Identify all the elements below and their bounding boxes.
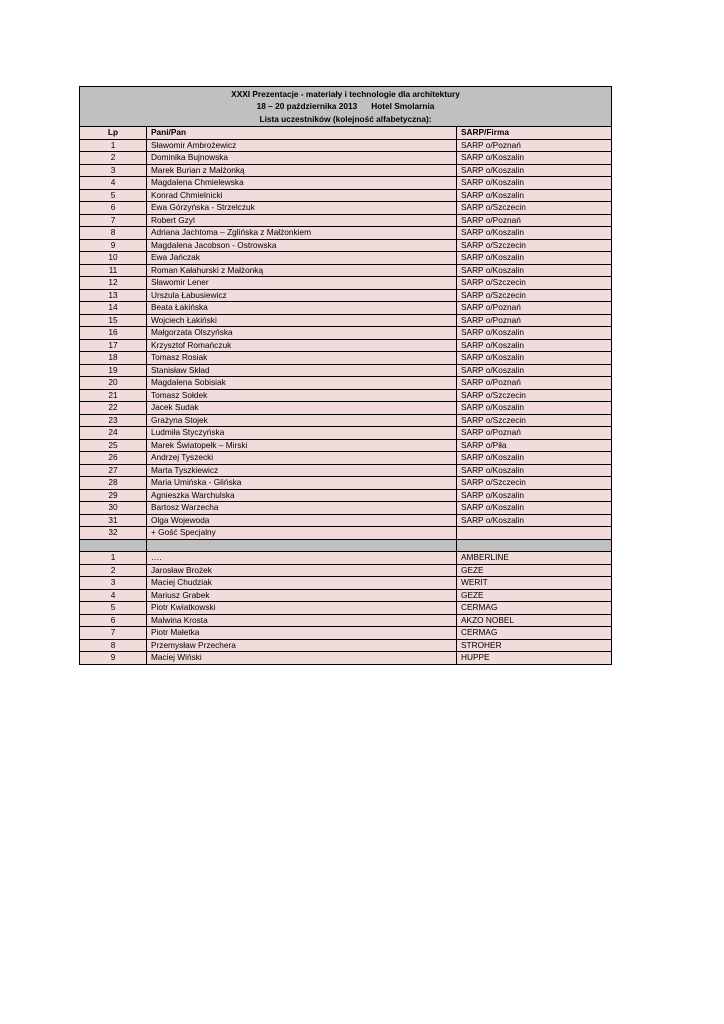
- organization-cell: AKZO NOBEL: [457, 614, 612, 627]
- organization-cell: SARP o/Koszalin: [457, 464, 612, 477]
- company-guest-row: [80, 577, 612, 590]
- person-name-cell: Konrad Chmielnicki: [147, 189, 457, 202]
- participant-row: [80, 489, 612, 502]
- person-name-cell: Urszula Łabusiewicz: [147, 289, 457, 302]
- row-number-cell: 30: [80, 502, 147, 515]
- row-number-cell: 3: [80, 577, 147, 590]
- row-number-cell: 5: [80, 189, 147, 202]
- person-name-cell: Magdalena Jacobson - Ostrowska: [147, 239, 457, 252]
- row-number-cell: 6: [80, 614, 147, 627]
- organization-cell: SARP o/Koszalin: [457, 164, 612, 177]
- person-name-cell: Ewa Jańczak: [147, 252, 457, 265]
- company-guest-row: [80, 614, 612, 627]
- row-number-cell: 16: [80, 327, 147, 340]
- person-name-cell: Agnieszka Warchulska: [147, 489, 457, 502]
- row-number-cell: 27: [80, 464, 147, 477]
- row-number-cell: 15: [80, 314, 147, 327]
- column-header-row: [80, 127, 612, 140]
- person-name-cell: Jacek Sudak: [147, 402, 457, 415]
- row-number-cell: 1: [80, 139, 147, 152]
- person-name-cell: Piotr Kwiatkowski: [147, 602, 457, 615]
- person-name-cell: Sławomir Lener: [147, 277, 457, 290]
- organization-cell: SARP o/Koszalin: [457, 252, 612, 265]
- person-name-cell: Roman Kałahurski z Małżonką: [147, 264, 457, 277]
- participant-row: [80, 402, 612, 415]
- person-name-cell: Jarosław Brożek: [147, 564, 457, 577]
- company-guest-row: [80, 589, 612, 602]
- participant-row: [80, 239, 612, 252]
- participant-row: [80, 327, 612, 340]
- list-subtitle: Lista uczestników (kolejność alfabetyczna):: [259, 113, 432, 124]
- row-number-cell: 11: [80, 264, 147, 277]
- row-number-cell: 7: [80, 214, 147, 227]
- person-name-cell: Tomasz Sołdek: [147, 389, 457, 402]
- title-block: [80, 87, 612, 127]
- person-name-cell: Magdalena Sobisiak: [147, 377, 457, 390]
- organization-cell: GEZE: [457, 564, 612, 577]
- participant-row: [80, 339, 612, 352]
- row-number-cell: 18: [80, 352, 147, 365]
- person-name-cell: Robert Gzyl: [147, 214, 457, 227]
- row-number-cell: 17: [80, 339, 147, 352]
- company-guest-row: [80, 652, 612, 665]
- organization-cell: SARP o/Szczecin: [457, 414, 612, 427]
- participant-row: [80, 502, 612, 515]
- separator-cell: [457, 539, 612, 552]
- organization-cell: SARP o/Szczecin: [457, 239, 612, 252]
- organization-cell: SARP o/Piła: [457, 439, 612, 452]
- participant-row: [80, 389, 612, 402]
- title-row: [80, 87, 612, 127]
- organization-cell: SARP o/Szczecin: [457, 277, 612, 290]
- participant-row: [80, 352, 612, 365]
- organization-cell: AMBERLINE: [457, 552, 612, 565]
- person-name-cell: ….: [147, 552, 457, 565]
- row-number-cell: 12: [80, 277, 147, 290]
- participant-row: [80, 527, 612, 540]
- column-header-lp: Lp: [80, 127, 147, 140]
- organization-cell: SARP o/Poznań: [457, 427, 612, 440]
- organization-cell: HUPPE: [457, 652, 612, 665]
- person-name-cell: Sławomir Ambrożewicz: [147, 139, 457, 152]
- organization-cell: GEZE: [457, 589, 612, 602]
- organization-cell: SARP o/Koszalin: [457, 189, 612, 202]
- participant-row: [80, 302, 612, 315]
- participant-row: [80, 277, 612, 290]
- company-guest-row: [80, 639, 612, 652]
- row-number-cell: 13: [80, 289, 147, 302]
- organization-cell: SARP o/Poznań: [457, 377, 612, 390]
- person-name-cell: Olga Wojewoda: [147, 514, 457, 527]
- person-name-cell: Tomasz Rosiak: [147, 352, 457, 365]
- person-name-cell: Marek Burian z Małżonką: [147, 164, 457, 177]
- organization-cell: SARP o/Koszalin: [457, 327, 612, 340]
- person-name-cell: Magdalena Chmielewska: [147, 177, 457, 190]
- row-number-cell: 28: [80, 477, 147, 490]
- participant-row: [80, 377, 612, 390]
- event-dates: 18 – 20 października 2013: [256, 101, 358, 112]
- organization-cell: SARP o/Koszalin: [457, 339, 612, 352]
- organization-cell: SARP o/Koszalin: [457, 452, 612, 465]
- participant-row: [80, 414, 612, 427]
- person-name-cell: Stanisław Skład: [147, 364, 457, 377]
- row-number-cell: 5: [80, 602, 147, 615]
- organization-cell: SARP o/Poznań: [457, 139, 612, 152]
- participant-row: [80, 264, 612, 277]
- row-number-cell: 2: [80, 152, 147, 165]
- person-name-cell: Beata Łakińska: [147, 302, 457, 315]
- person-name-cell: Maciej Wiński: [147, 652, 457, 665]
- row-number-cell: 3: [80, 164, 147, 177]
- row-number-cell: 14: [80, 302, 147, 315]
- participant-row: [80, 139, 612, 152]
- organization-cell: SARP o/Koszalin: [457, 352, 612, 365]
- person-name-cell: Przemysław Przechera: [147, 639, 457, 652]
- organization-cell: SARP o/Koszalin: [457, 489, 612, 502]
- row-number-cell: 31: [80, 514, 147, 527]
- row-number-cell: 29: [80, 489, 147, 502]
- person-name-cell: Dominika Bujnowska: [147, 152, 457, 165]
- row-number-cell: 19: [80, 364, 147, 377]
- row-number-cell: 25: [80, 439, 147, 452]
- person-name-cell: Bartosz Warzecha: [147, 502, 457, 515]
- person-name-cell: Marta Tyszkiewicz: [147, 464, 457, 477]
- row-number-cell: 10: [80, 252, 147, 265]
- row-number-cell: 7: [80, 627, 147, 640]
- event-dates-line: [80, 100, 611, 112]
- participant-row: [80, 477, 612, 490]
- company-guest-row: [80, 602, 612, 615]
- participants-table: [79, 86, 612, 665]
- organization-cell: CERMAG: [457, 602, 612, 615]
- participant-row: [80, 227, 612, 240]
- organization-cell: SARP o/Koszalin: [457, 227, 612, 240]
- participant-row: [80, 364, 612, 377]
- participant-row: [80, 177, 612, 190]
- organization-cell: SARP o/Poznań: [457, 214, 612, 227]
- person-name-cell: + Gość Specjalny: [147, 527, 457, 540]
- participant-row: [80, 452, 612, 465]
- participant-row: [80, 189, 612, 202]
- row-number-cell: 20: [80, 377, 147, 390]
- participant-row: [80, 439, 612, 452]
- event-venue: Hotel Smolarnia: [371, 101, 435, 112]
- person-name-cell: Adriana Jachtoma – Zglińska z Małżonkiem: [147, 227, 457, 240]
- organization-cell: SARP o/Koszalin: [457, 152, 612, 165]
- section-separator-row: [80, 539, 612, 552]
- participant-row: [80, 152, 612, 165]
- person-name-cell: Wojciech Łakiński: [147, 314, 457, 327]
- row-number-cell: 1: [80, 552, 147, 565]
- person-name-cell: Małgorzata Olszyńska: [147, 327, 457, 340]
- organization-cell: SARP o/Koszalin: [457, 177, 612, 190]
- person-name-cell: Piotr Małetka: [147, 627, 457, 640]
- organization-cell: CERMAG: [457, 627, 612, 640]
- organization-cell: SARP o/Szczecin: [457, 477, 612, 490]
- row-number-cell: 6: [80, 202, 147, 215]
- person-name-cell: Andrzej Tyszecki: [147, 452, 457, 465]
- company-guest-row: [80, 564, 612, 577]
- company-guest-row: [80, 627, 612, 640]
- participant-row: [80, 289, 612, 302]
- participant-row: [80, 314, 612, 327]
- row-number-cell: 9: [80, 652, 147, 665]
- organization-cell: SARP o/Koszalin: [457, 514, 612, 527]
- participant-row: [80, 464, 612, 477]
- organization-cell: SARP o/Koszalin: [457, 264, 612, 277]
- row-number-cell: 22: [80, 402, 147, 415]
- company-guest-row: [80, 552, 612, 565]
- row-number-cell: 2: [80, 564, 147, 577]
- person-name-cell: Ewa Górzyńska - Strzelczuk: [147, 202, 457, 215]
- participant-row: [80, 214, 612, 227]
- separator-cell: [147, 539, 457, 552]
- row-number-cell: 26: [80, 452, 147, 465]
- organization-cell: SARP o/Koszalin: [457, 502, 612, 515]
- row-number-cell: 4: [80, 177, 147, 190]
- person-name-cell: Maria Umińska - Glińska: [147, 477, 457, 490]
- organization-cell: SARP o/Poznań: [457, 302, 612, 315]
- person-name-cell: Mariusz Grabek: [147, 589, 457, 602]
- organization-cell: SARP o/Szczecin: [457, 389, 612, 402]
- organization-cell: SARP o/Szczecin: [457, 289, 612, 302]
- row-number-cell: 23: [80, 414, 147, 427]
- person-name-cell: Marek Światopełk – Mirski: [147, 439, 457, 452]
- participant-row: [80, 252, 612, 265]
- person-name-cell: Maciej Chudziak: [147, 577, 457, 590]
- row-number-cell: 4: [80, 589, 147, 602]
- participant-row: [80, 202, 612, 215]
- organization-cell: [457, 527, 612, 540]
- column-header-name: Pani/Pan: [147, 127, 457, 140]
- row-number-cell: 9: [80, 239, 147, 252]
- participant-row: [80, 427, 612, 440]
- organization-cell: SARP o/Koszalin: [457, 364, 612, 377]
- person-name-cell: Grażyna Stojek: [147, 414, 457, 427]
- person-name-cell: Ludmiła Styczyńska: [147, 427, 457, 440]
- person-name-cell: Krzysztof Romańczuk: [147, 339, 457, 352]
- organization-cell: STROHER: [457, 639, 612, 652]
- row-number-cell: 32: [80, 527, 147, 540]
- organization-cell: SARP o/Poznań: [457, 314, 612, 327]
- organization-cell: SARP o/Koszalin: [457, 402, 612, 415]
- participant-row: [80, 514, 612, 527]
- row-number-cell: 21: [80, 389, 147, 402]
- participants-sheet: [79, 86, 611, 665]
- row-number-cell: 8: [80, 227, 147, 240]
- person-name-cell: Malwina Krosta: [147, 614, 457, 627]
- row-number-cell: 8: [80, 639, 147, 652]
- column-header-firm: SARP/Firma: [457, 127, 612, 140]
- organization-cell: WERIT: [457, 577, 612, 590]
- participant-row: [80, 164, 612, 177]
- organization-cell: SARP o/Szczecin: [457, 202, 612, 215]
- document-title: XXXI Prezentacje - materiały i technologie dla architektury: [231, 89, 460, 99]
- row-number-cell: 24: [80, 427, 147, 440]
- separator-cell: [80, 539, 147, 552]
